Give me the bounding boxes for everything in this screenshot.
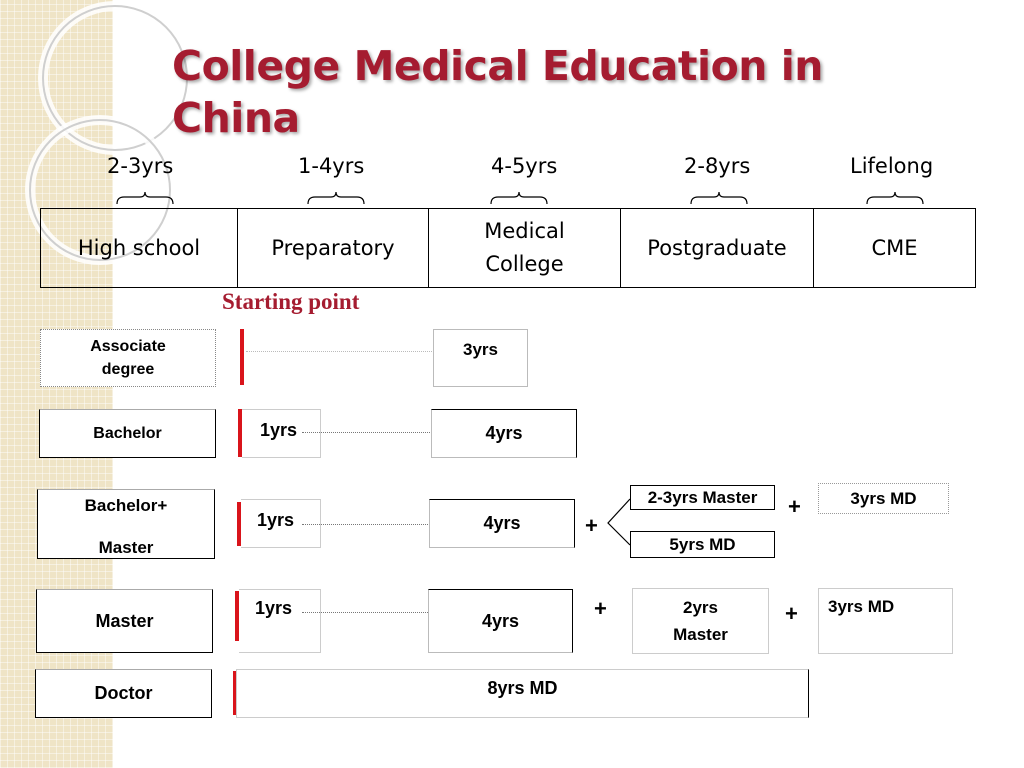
page-title: College Medical Education in China xyxy=(172,42,823,142)
track-master: Master xyxy=(36,589,213,653)
track-bachelor-master xyxy=(37,489,215,559)
duration-postgraduate: 2-8yrs xyxy=(684,154,751,178)
master-college-box: 4yrs xyxy=(428,589,573,653)
option-5yr-md-box: 5yrs MD xyxy=(630,531,775,558)
bachelor-master-college-box: 4yrs xyxy=(429,499,575,548)
duration-preparatory: 1-4yrs xyxy=(298,154,365,178)
branch-arrow xyxy=(606,497,632,547)
duration-cme: Lifelong xyxy=(850,154,934,178)
stage-postgraduate: Postgraduate xyxy=(621,209,814,287)
associate-college-box: 3yrs xyxy=(433,329,528,387)
duration-medical-college: 4-5yrs xyxy=(491,154,558,178)
option-md-box: 3yrs MD xyxy=(818,483,949,514)
plus-sign: + xyxy=(785,601,798,626)
track-bachelor: Bachelor xyxy=(39,409,216,458)
master-md-box: 3yrs MD xyxy=(818,588,953,654)
master-prep-box: 1yrs xyxy=(239,589,321,653)
brace-icon xyxy=(866,191,924,205)
option-master-box: 2-3yrs Master xyxy=(630,485,775,510)
connector-line xyxy=(246,351,432,352)
stage-medical-college: Medical College xyxy=(429,209,621,287)
connector-line xyxy=(302,432,432,433)
brace-icon xyxy=(690,191,748,205)
brace-icon xyxy=(307,191,365,205)
bachelor-master-prep-box: 1yrs xyxy=(241,499,321,548)
bachelor-prep-box: 1yrs xyxy=(242,409,321,458)
track-associate-degree: Associate degree xyxy=(40,329,216,387)
connector-line xyxy=(302,524,432,525)
brace-icon xyxy=(490,191,548,205)
track-doctor: Doctor xyxy=(35,669,212,718)
starting-point-label: Starting point xyxy=(222,289,360,314)
doctor-program-box: 8yrs MD xyxy=(236,669,809,718)
brace-icon xyxy=(116,191,174,205)
stage-cme: CME xyxy=(871,235,918,260)
master-postgrad-box: 2yrs Master xyxy=(632,588,769,654)
stage-preparatory: Preparatory xyxy=(238,209,429,287)
start-marker xyxy=(240,329,244,385)
plus-sign: + xyxy=(585,513,598,538)
track-bachelor-master-line1: Bachelor+ xyxy=(84,496,168,515)
connector-line xyxy=(302,612,430,613)
stage-table xyxy=(40,208,976,288)
duration-high-school: 2-3yrs xyxy=(107,154,174,178)
plus-sign: + xyxy=(594,596,607,621)
plus-sign: + xyxy=(788,494,801,519)
bachelor-college-box: 4yrs xyxy=(431,409,577,458)
track-bachelor-master-line2: Master xyxy=(98,538,154,557)
stage-high-school: High school xyxy=(41,209,238,287)
